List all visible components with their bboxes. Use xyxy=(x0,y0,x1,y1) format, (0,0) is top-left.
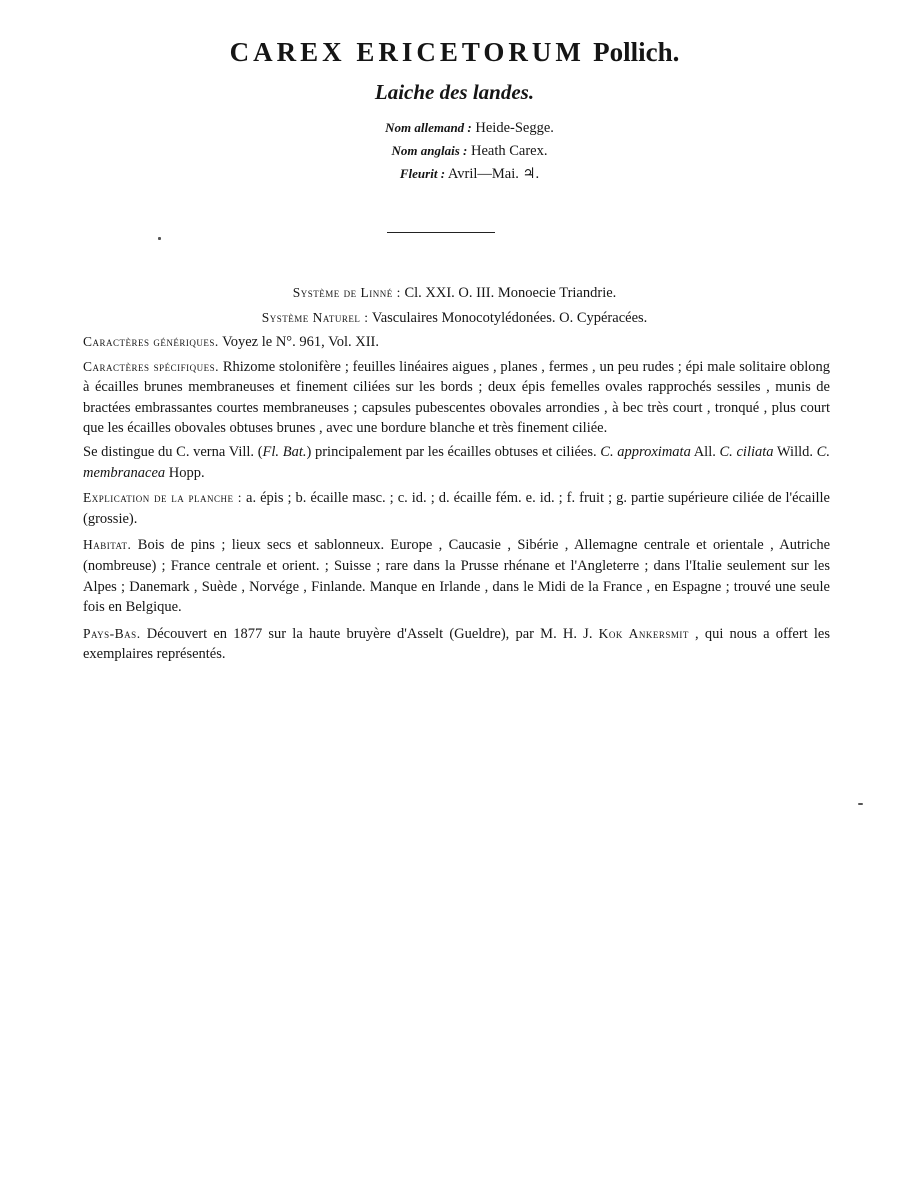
print-speck xyxy=(158,237,161,240)
plate-explanation: Explication de la planche : a. épis ; b. écaille masc. ; c. id. ; d. écaille fém. e. id. ; f. fruit ; g. partie supérieure ciliée de l'écaille (grossie). xyxy=(83,490,830,527)
system-linne: Système de Linné : Cl. XXI. O. III. Monoecie Triandrie. xyxy=(292,285,617,301)
generic-characters: Caractères génériques. Voyez le N°. 961, Vol. XII. xyxy=(83,334,379,350)
description-body xyxy=(83,332,830,669)
netherlands-paragraph: Pays-Bas. Découvert en 1877 sur la haute bruyère d'Asselt (Gueldre), par M. H. J. Kok Ankersmit , qui nous a offert les exemplaires représentés. xyxy=(83,625,830,663)
habitat-paragraph: Habitat. Bois de pins ; lieux secs et sablonneux. Europe , Caucasie , Sibérie , Allemagne centrale et orientale , Autriche (nombreuse) ; France centrale et orient. ; Suisse ; rare dans la Prusse rhénane et l'Angleterre ; dans l'Italie seulement sur les Alpes ; Danemark , Suède , Norvége , Finlande. Manque en Irlande , dans le Midi de la France , en Espagne ; trouvé une seule fois en Belgique. xyxy=(83,537,831,616)
divider-rule xyxy=(387,232,495,233)
page-title xyxy=(0,36,909,69)
system-naturel: Système Naturel : Vasculaires Monocotylédonées. O. Cypéracées. xyxy=(261,310,648,326)
specific-characters: Caractères spécifiques. Rhizome stolonifère ; feuilles linéaires aigues , planes , fermes , un peu rudes ; épi male solitaire oblong à écailles brunes membraneuses et finement ciliées sur les bords ; deux épis femelles ovales rapprochés sessiles , munis de bractées embrassantes courtes membraneuses ; capsules pubescentes obovales arrondies , à bec très court , tronqué , plus court que les écailles obovales obtuses brunes , avec une bordure blanche et très finement ciliée. xyxy=(83,358,831,437)
common-name-french: Laiche des landes. xyxy=(374,80,535,104)
species-name: CAREX ERICETORUM xyxy=(229,37,585,67)
flowering-period: Fleurit : Avril—Mai. ♃. xyxy=(399,166,540,182)
species-author: Pollich. xyxy=(593,37,680,67)
vernacular-names xyxy=(0,116,909,185)
name-english: Nom anglais : Heath Carex. xyxy=(391,143,548,159)
name-german: Nom allemand : Heide-Segge. xyxy=(385,120,554,136)
distinction-paragraph: Se distingue du C. verna Vill. (Fl. Bat.) principalement par les écailles obtuses et ciliées. C. approximata All. C. ciliata Willd. C. membranacea Hopp. xyxy=(83,443,830,481)
print-speck xyxy=(858,803,863,805)
